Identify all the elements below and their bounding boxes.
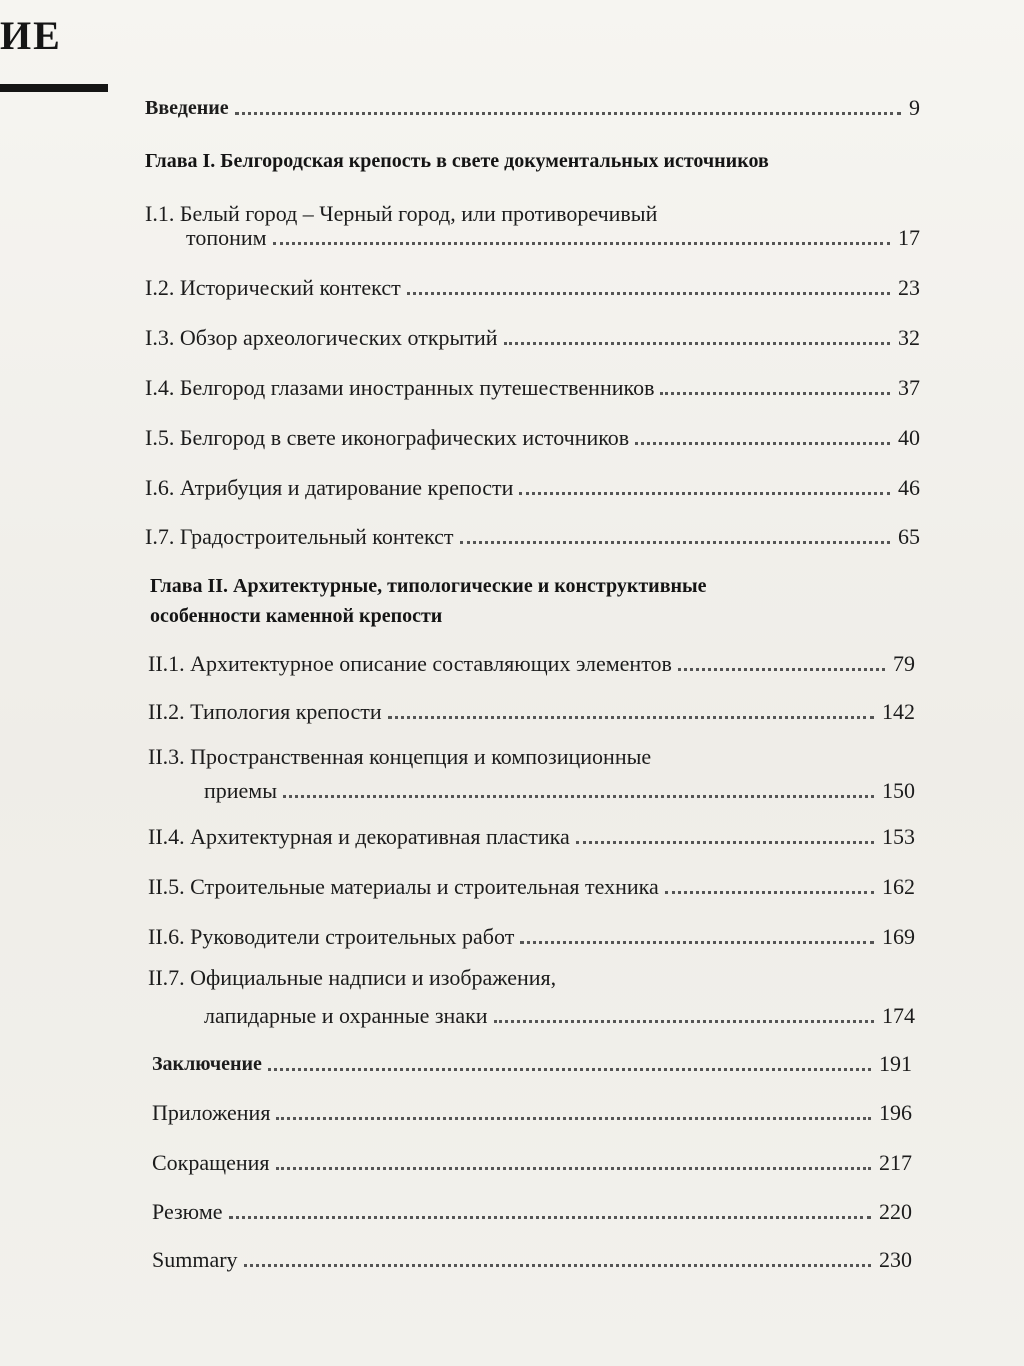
toc-entry-label: Приложения xyxy=(152,1100,271,1125)
toc-entry-label: Summary xyxy=(152,1247,238,1272)
toc-entry-label: I.6. Атрибуция и датирование крепости xyxy=(145,475,514,500)
toc-entry-label: Резюме xyxy=(152,1199,223,1224)
dot-leader xyxy=(273,242,890,245)
dot-leader xyxy=(407,292,890,295)
toc-entry-c1s6 xyxy=(145,476,920,500)
toc-page-number: 153 xyxy=(882,824,915,849)
toc-entry-c2s1 xyxy=(148,652,915,676)
dot-leader xyxy=(520,941,874,944)
dot-leader xyxy=(504,342,891,345)
dot-leader xyxy=(235,112,901,115)
toc-entry-c1s2 xyxy=(145,276,920,300)
toc-entry-label: I.5. Белгород в свете иконографических источников xyxy=(145,425,630,450)
toc-entry-label: топоним xyxy=(186,225,267,250)
dot-leader xyxy=(576,841,874,844)
toc-entry-label: II.1. Архитектурное описание составляющих элементов xyxy=(148,651,672,676)
chapter-title-2-line2: особенности каменной крепости xyxy=(150,605,443,627)
dot-leader xyxy=(229,1216,871,1219)
toc-entry-label: лапидарные и охранные знаки xyxy=(204,1003,488,1028)
toc-entry-label: II.4. Архитектурная и декоративная пластика xyxy=(148,824,570,849)
toc-entry-resume xyxy=(152,1200,912,1224)
toc-page-number: 230 xyxy=(879,1247,912,1272)
toc-entry-label-line1: II.3. Пространственная концепция и композиционные xyxy=(148,744,652,769)
toc-page-number: 23 xyxy=(898,275,920,300)
dot-leader xyxy=(519,492,890,495)
toc-entry-c2s5 xyxy=(148,875,915,899)
dot-leader xyxy=(635,442,890,445)
toc-page-number: 9 xyxy=(909,95,920,120)
toc-entry-label: I.4. Белгород глазами иностранных путешественников xyxy=(145,375,655,400)
toc-entry-c1s4 xyxy=(145,376,920,400)
toc-entry-label: II.5. Строительные материалы и строительная техника xyxy=(148,874,659,899)
toc-page-number: 220 xyxy=(879,1199,912,1224)
toc-entry-label: II.2. Типология крепости xyxy=(148,699,382,724)
toc-entry-label-line1: II.7. Официальные надписи и изображения, xyxy=(148,965,557,990)
toc-entry-label: Сокращения xyxy=(152,1150,270,1175)
toc-entry-label: приемы xyxy=(204,778,278,803)
toc-entry-c2s3 xyxy=(204,779,915,803)
toc-entry-c2s6 xyxy=(148,925,915,949)
dot-leader xyxy=(494,1020,874,1023)
toc-entry-c1s3 xyxy=(145,326,920,350)
toc-entry-c2s2 xyxy=(148,700,915,724)
toc-entry-summary xyxy=(152,1248,912,1272)
dot-leader xyxy=(665,891,874,894)
toc-entry-intro xyxy=(145,96,920,120)
toc-page-number: 150 xyxy=(882,778,915,803)
toc-page-number: 17 xyxy=(898,225,920,250)
toc-entry-c1s7 xyxy=(145,525,920,549)
toc-entry-appendices xyxy=(152,1101,912,1125)
toc-entry-label: Заключение xyxy=(152,1053,262,1075)
toc-entry-c2s7 xyxy=(204,1004,915,1028)
toc-entry-label: Введение xyxy=(145,97,229,119)
toc-page-number: 46 xyxy=(898,475,920,500)
dot-leader xyxy=(388,716,874,719)
section-heading-fragment: ИЕ xyxy=(0,13,62,58)
toc-entry-c1s1 xyxy=(186,226,920,250)
toc-entry-label: I.7. Градостроительный контекст xyxy=(145,524,454,549)
toc-entry-abbreviations xyxy=(152,1151,912,1175)
toc-entry-label: I.2. Исторический контекст xyxy=(145,275,401,300)
toc-page-number: 37 xyxy=(898,375,920,400)
toc-page-number: 162 xyxy=(882,874,915,899)
toc-entry-c1s5 xyxy=(145,426,920,450)
chapter-title-1: Глава I. Белгородская крепость в свете документальных источников xyxy=(145,150,769,172)
dot-leader xyxy=(283,795,874,798)
toc-page-number: 174 xyxy=(882,1003,915,1028)
dot-leader xyxy=(276,1117,871,1120)
toc-entry-c2s4 xyxy=(148,825,915,849)
dot-leader xyxy=(268,1068,871,1071)
toc-page-number: 40 xyxy=(898,425,920,450)
toc-entry-label: II.6. Руководители строительных работ xyxy=(148,924,515,949)
chapter-title-2-line1: Глава II. Архитектурные, типологические и конструктивные xyxy=(150,575,707,597)
toc-page-number: 217 xyxy=(879,1150,912,1175)
dot-leader xyxy=(660,392,890,395)
toc-page-number: 32 xyxy=(898,325,920,350)
dot-leader xyxy=(244,1264,871,1267)
dot-leader xyxy=(276,1167,872,1170)
toc-page-number: 169 xyxy=(882,924,915,949)
toc-page-number: 196 xyxy=(879,1100,912,1125)
toc-page-number: 65 xyxy=(898,524,920,549)
toc-page-number: 142 xyxy=(882,699,915,724)
dot-leader xyxy=(678,668,885,671)
toc-page-number: 79 xyxy=(893,651,915,676)
dot-leader xyxy=(460,541,890,544)
toc-entry-label: I.3. Обзор археологических открытий xyxy=(145,325,498,350)
toc-entry-conclusion xyxy=(152,1052,912,1076)
toc-page-number: 191 xyxy=(879,1051,912,1076)
toc-entry-label-line1: I.1. Белый город – Черный город, или противоречивый xyxy=(145,201,658,226)
heading-rule xyxy=(0,84,108,92)
